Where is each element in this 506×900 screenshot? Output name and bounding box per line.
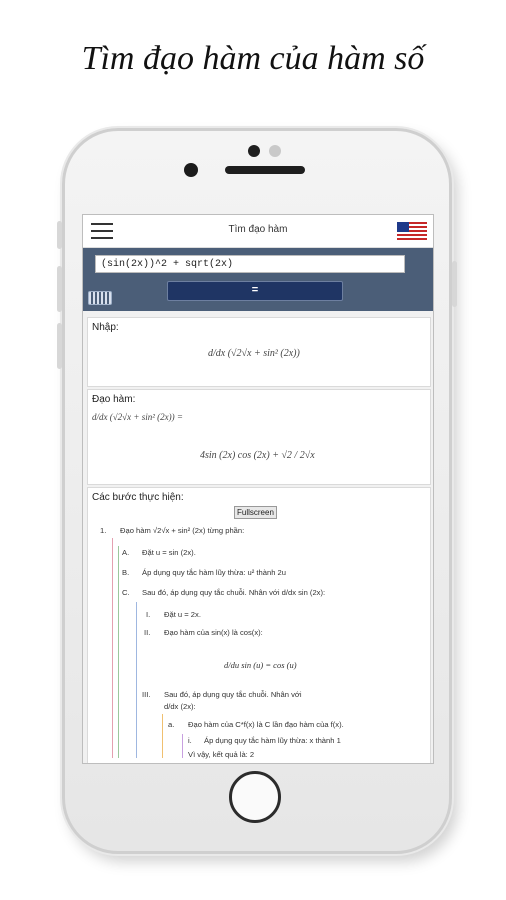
input-card [87,317,431,387]
step-marker: B. [122,568,130,577]
step-text: Đạo hàm √2√x + sin² (2x) từng phần: [120,526,245,535]
steps-card [87,487,431,764]
step-guide-line [118,546,119,758]
step-text: Đặt u = 2x. [164,610,201,619]
mute-switch [57,221,62,249]
step-marker: A. [122,548,130,557]
input-label: Nhập: [92,322,119,333]
step-text: Áp dụng quy tắc hàm lũy thừa: x thành 1 [204,736,341,745]
light-sensor [269,145,281,157]
steps-label: Các bước thực hiện: [92,492,184,503]
app-title: Tìm đạo hàm [228,224,288,235]
step-text: Đặt u = sin (2x). [142,548,196,557]
step-text: Áp dụng quy tắc hàm lũy thừa: u² thành 2u [142,568,286,577]
step-text: Sau đó, áp dụng quy tắc chuỗi. Nhân với d/dx sin (2x): [142,588,326,597]
calculate-button[interactable]: = [167,281,343,301]
step-guide-line [182,734,183,758]
derivative-label: Đạo hàm: [92,394,136,405]
step-marker: II. [144,628,151,637]
expression-input[interactable]: (sin(2x))^2 + sqrt(2x) [95,255,405,273]
front-camera-icon [184,163,198,177]
step-text: Sau đó, áp dụng quy tắc chuỗi. Nhân với [164,690,302,699]
home-button[interactable] [229,771,281,823]
fullscreen-button[interactable]: Fullscreen [234,506,277,519]
app-bar [83,215,433,248]
power-button [452,261,457,307]
volume-down-button [57,323,62,369]
volume-up-button [57,266,62,312]
headline: Tìm đạo hàm của hàm số [81,40,425,77]
step-marker: 1. [100,526,107,535]
us-flag-icon[interactable] [397,222,427,240]
derivative-card [87,389,431,485]
step-guide-line [162,714,163,758]
step-text: d/dx (2x): [164,702,196,711]
input-panel [83,248,433,311]
step-text: Đạo hàm của C*f(x) là C lần đạo hàm của f(x). [188,720,344,729]
step-marker: I. [146,610,151,619]
step-guide-line [112,538,113,758]
step-marker: i. [188,736,192,745]
app-screen [82,214,434,764]
step-text: Vì vậy, kết quả là: 2 [188,750,255,759]
phone-frame [62,128,452,854]
keyboard-icon[interactable] [88,291,112,305]
step-text: Đạo hàm của sin(x) là cos(x): [164,628,263,637]
step-guide-line [136,602,137,758]
step-marker: a. [168,720,175,729]
derivative-math-line1: d/dx (√2√x + sin² (2x)) = [92,412,183,422]
derivative-math-line2: 4sin (2x) cos (2x) + √2 / 2√x [200,450,315,461]
step-math: d/du sin (u) = cos (u) [224,660,297,670]
step-marker: C. [122,588,130,597]
step-marker: III. [142,690,151,699]
proximity-sensor [248,145,260,157]
input-math: d/dx (√2√x + sin² (2x)) [208,348,300,359]
earpiece-speaker [225,166,305,174]
